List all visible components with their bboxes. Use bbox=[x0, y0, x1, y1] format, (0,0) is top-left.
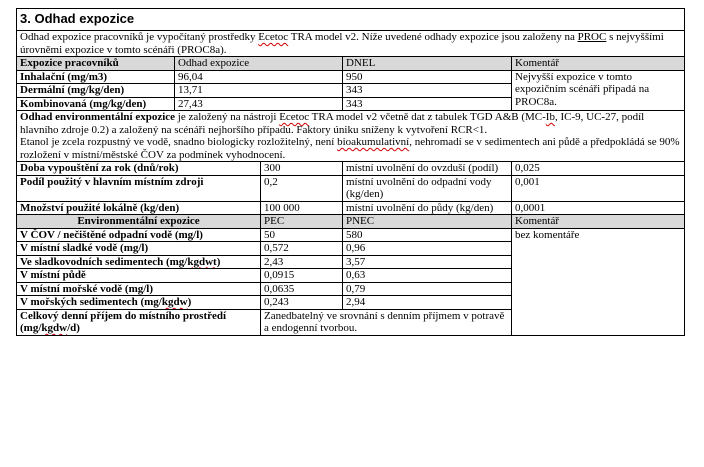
env-header-comment: Komentář bbox=[512, 215, 685, 229]
environment-header-row bbox=[17, 215, 685, 229]
table-row: Ve sladkovodních sedimentech (mg/kgdwt) 2,43 3,57 bbox=[17, 255, 685, 269]
table-row: Podíl použitý v hlavním místním zdroji 0,2 místní uvolnění do odpadní vody (kg/den) 0,001 bbox=[17, 175, 685, 201]
daily-intake-label: Celkový denní příjem do místního prostředí (mg/kgdw/d) bbox=[17, 309, 261, 335]
environment-intro: Odhad environmentální expozice je založený na nástroji Ecetoc TRA model v2 včetně dat z tabulek TGD A&B (MC-Ib, IC-9, UC-27, podíl hlavního zdroje 0.2) a založený na scénáři nejhoršího případu. Faktory úniku sníženy k vytvoření RCR<1. Etanol je zcela rozpustný ve vodě, snadno biologicky rozložitelný, není bioakumulativní, nehromadí se v sedimentech ani půdě a předpokládá se 90% rozložení v místní/městské ČOV za podmínek vyhodnocení. bbox=[17, 111, 685, 162]
env-header-pec: PEC bbox=[261, 215, 343, 229]
section-title: 3. Odhad expozice bbox=[17, 9, 685, 31]
table-row: V mořských sedimentech (mg/kgdw) 0,243 2,94 bbox=[17, 296, 685, 310]
daily-intake-value: Zanedbatelný ve srovnání s denním příjmem v potravě a endogenní tvorbou. bbox=[261, 309, 512, 335]
table-row: Doba vypouštění za rok (dnů/rok) 300 místní uvolnění do ovzduší (podíl) 0,025 bbox=[17, 162, 685, 176]
workers-header-exposure: Expozice pracovníků bbox=[17, 57, 175, 71]
workers-header-estimate: Odhad expozice bbox=[175, 57, 343, 71]
env-header-pnec: PNEC bbox=[343, 215, 512, 229]
workers-header-comment: Komentář bbox=[512, 57, 685, 71]
table-row: V místní půdě 0,0915 0,63 bbox=[17, 269, 685, 283]
workers-header-row bbox=[17, 57, 685, 71]
exposure-document bbox=[16, 8, 684, 336]
table-row: Kombinovaná (mg/kg/den) 27,43 343 bbox=[17, 97, 685, 111]
workers-header-dnel: DNEL bbox=[343, 57, 512, 71]
env-header-exposure: Environmentální expozice bbox=[17, 215, 261, 229]
table-row: Dermální (mg/kg/den) 13,71 343 bbox=[17, 84, 685, 98]
table-row: V ČOV / nečištěné odpadní vodě (mg/l) 50 580 bez komentáře bbox=[17, 228, 685, 242]
table-row: V místní mořské vodě (mg/l) 0,0635 0,79 bbox=[17, 282, 685, 296]
workers-intro: Odhad expozice pracovníků je vypočítaný prostředky Ecetoc TRA model v2. Níže uvedené odhady expozice jsou založeny na PROC s nejvyššími úrovněmi expozice v tomto scénáři (PROC8a). bbox=[17, 31, 685, 57]
table-row: Množství použité lokálně (kg/den) 100 000 místní uvolnění do půdy (kg/den) 0,0001 bbox=[17, 201, 685, 215]
table-row: Inhalační (mg/m3) 96,04 950 Nejvyšší expozice v tomto expozičním scénáři připadá na PROC8a. bbox=[17, 70, 685, 84]
exposure-table bbox=[16, 8, 685, 336]
env-comment: bez komentáře bbox=[512, 228, 685, 335]
workers-comment: Nejvyšší expozice v tomto expozičním scénáři připadá na PROC8a. bbox=[512, 70, 685, 111]
table-row: V místní sladké vodě (mg/l) 0,572 0,96 bbox=[17, 242, 685, 256]
